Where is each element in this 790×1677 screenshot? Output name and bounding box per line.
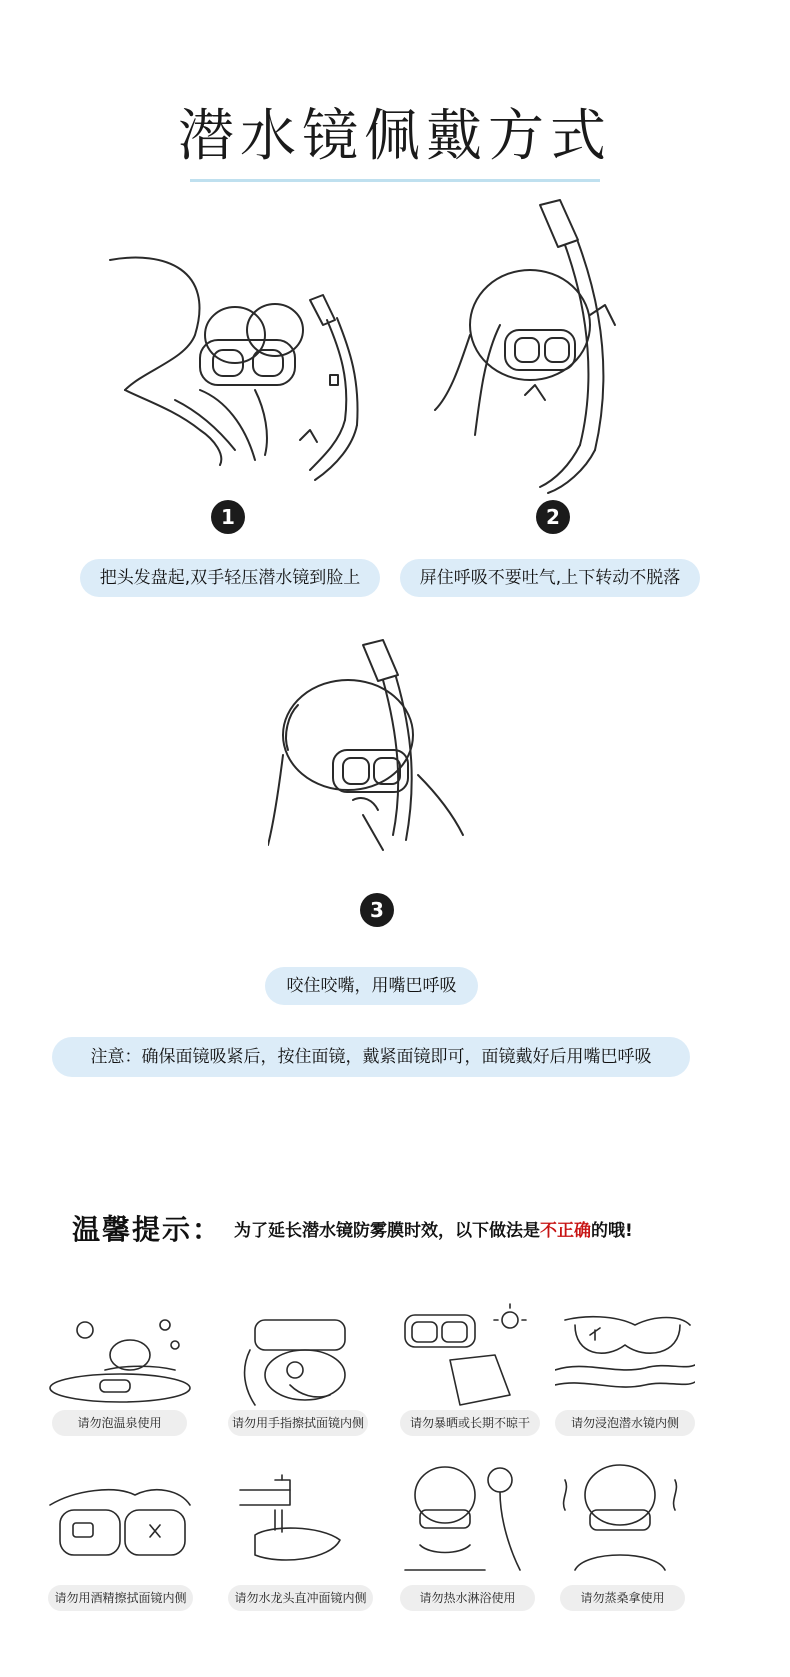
step-3-illustration bbox=[268, 635, 468, 865]
tip-5-label: 请勿用酒精擦拭面镜内侧 bbox=[48, 1585, 193, 1611]
tip-8-label: 请勿蒸桑拿使用 bbox=[560, 1585, 685, 1611]
title-underline bbox=[190, 179, 600, 182]
tip-5-illustration bbox=[45, 1465, 195, 1575]
tip-3-label: 请勿暴晒或长期不晾干 bbox=[400, 1410, 540, 1436]
tips-intro-highlight: 不正确 bbox=[540, 1221, 591, 1241]
step-1-caption: 把头发盘起,双手轻压潜水镜到脸上 bbox=[80, 559, 380, 597]
tips-intro-prefix: 为了延长潜水镜防雾膜时效，以下做法是 bbox=[234, 1221, 540, 1241]
tip-6-illustration bbox=[230, 1460, 360, 1575]
step-3-badge: 3 bbox=[360, 893, 394, 927]
tip-7-illustration bbox=[400, 1460, 530, 1575]
tips-intro bbox=[234, 1216, 633, 1241]
tip-8-illustration bbox=[555, 1460, 695, 1575]
tips-intro-suffix: 的哦! bbox=[591, 1221, 633, 1241]
step-2-illustration bbox=[430, 195, 650, 495]
tip-1-illustration bbox=[45, 1310, 195, 1410]
step-1-badge: 1 bbox=[211, 500, 245, 534]
tips-heading: 温馨提示： bbox=[72, 1213, 223, 1246]
tip-6-label: 请勿水龙头直冲面镜内侧 bbox=[228, 1585, 373, 1611]
page-title: 潜水镜佩戴方式 bbox=[178, 104, 612, 169]
tip-1-label: 请勿泡温泉使用 bbox=[52, 1410, 187, 1436]
step-3-caption: 咬住咬嘴，用嘴巴呼吸 bbox=[265, 967, 478, 1005]
tip-2-label: 请勿用手指擦拭面镜内侧 bbox=[228, 1410, 368, 1436]
step-1-illustration bbox=[105, 240, 395, 500]
tip-4-label: 请勿浸泡潜水镜内侧 bbox=[555, 1410, 695, 1436]
tip-3-illustration bbox=[400, 1300, 530, 1410]
tip-2-illustration bbox=[230, 1300, 360, 1410]
step-2-badge: 2 bbox=[536, 500, 570, 534]
note-banner: 注意：确保面镜吸紧后，按住面镜，戴紧面镜即可，面镜戴好后用嘴巴呼吸 bbox=[52, 1037, 690, 1077]
tip-7-label: 请勿热水淋浴使用 bbox=[400, 1585, 535, 1611]
tip-4-illustration bbox=[555, 1300, 695, 1410]
step-2-caption: 屏住呼吸不要吐气,上下转动不脱落 bbox=[400, 559, 700, 597]
